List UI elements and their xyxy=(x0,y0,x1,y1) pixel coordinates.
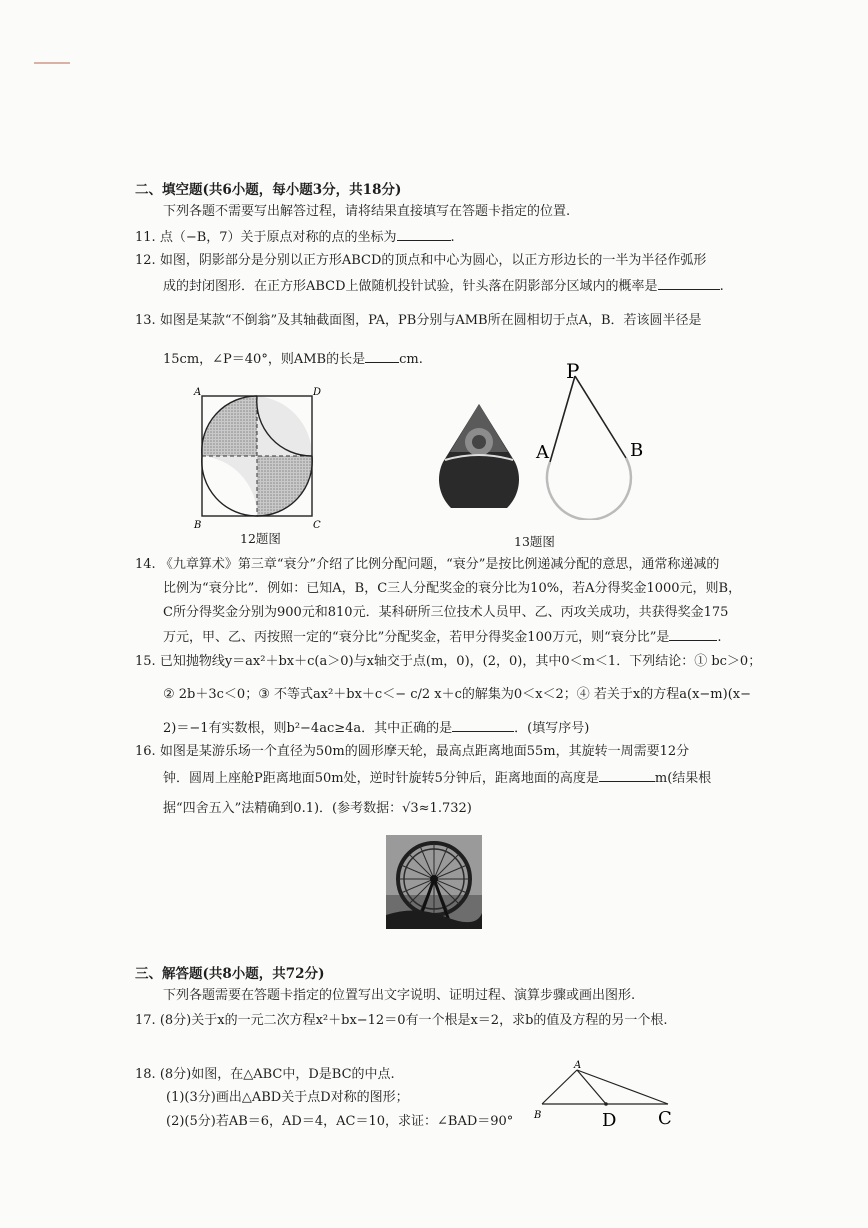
question-17: 17. (8分)关于x的一元二次方程x²＋bx−12＝0有一个根是x＝2，求b的值及方程的另一个根. xyxy=(135,1013,668,1028)
question-number: 13. xyxy=(135,313,156,328)
question-18: 18. (8分)如图，在△ABC中，D是BC的中点. xyxy=(135,1067,395,1082)
question-18-part2: (2)(5分)若AB＝6，AD＝4，AC＝10，求证：∠BAD＝90° xyxy=(166,1114,514,1129)
shaded-region xyxy=(202,456,257,516)
figure-18-triangle xyxy=(530,1058,680,1134)
vertex-label-d: D xyxy=(313,387,322,398)
question-13-line2: 15cm，∠P＝40°，则AMB的长是 cm. xyxy=(163,352,423,367)
question-number: 18. xyxy=(135,1067,156,1082)
question-text-line1: 如图，阴影部分是分别以正方形ABCD的顶点和中心为圆心，以正方形边长的一半为半径作弧形 xyxy=(159,253,707,268)
question-number: 12. xyxy=(135,253,156,268)
question-14: 14. 《九章算术》第三章“衰分”介绍了比例分配问题，“衰分”是按比例递减分配的意思，通常称递减的 xyxy=(135,557,720,572)
tangent-line-pb xyxy=(575,376,626,458)
answer-blank xyxy=(365,350,399,363)
point-label-c: C xyxy=(658,1108,672,1129)
answer-blank xyxy=(599,769,655,782)
section-3-title: 三、解答题(共8小题，共72分) xyxy=(135,966,325,982)
question-12 xyxy=(135,252,706,270)
point-label-d: D xyxy=(602,1110,617,1131)
question-15: 15. 已知抛物线y＝ax²＋bx＋c(a＞0)与x轴交于点(m，0)，(2，0)，其中0＜m＜1．下列结论：① bc＞0； xyxy=(135,654,762,669)
question-number: 15. xyxy=(135,654,156,669)
question-14-line4: 万元，甲、乙、丙按照一定的“衰分比”分配奖金，若甲分得奖金100万元，则“衰分比”是 . xyxy=(163,630,722,645)
answer-blank xyxy=(452,719,514,732)
question-15-line2: ② 2b＋3c＜0；③ 不等式ax²＋bx＋c＜− c/2 x＋c的解集为0＜x＜2；④ 若关于x的方程a(x−m)(x− xyxy=(163,687,751,702)
arc-amb xyxy=(547,458,631,520)
figure-12-caption: 12题图 xyxy=(240,531,281,546)
question-16-line3: 据“四舍五入”法精确到0.1)．(参考数据：√3≈1.732) xyxy=(163,801,472,816)
answer-blank xyxy=(669,628,717,641)
segment-ab xyxy=(542,1070,577,1104)
point-label-b: B xyxy=(630,440,644,461)
question-11: 11. 点（−B，7）关于原点对称的点的坐标为 . xyxy=(135,230,455,245)
shaded-region xyxy=(202,396,257,456)
vertex-label-b: B xyxy=(194,520,202,531)
question-text: 点（−B，7）关于原点对称的点的坐标为 xyxy=(159,230,397,245)
figure-13-diagram xyxy=(530,360,660,520)
figure-13-caption: 13题图 xyxy=(514,534,555,549)
shaded-region xyxy=(257,456,312,516)
section-2-title: 二、填空题(共6小题，每小题3分，共18分) xyxy=(135,182,402,198)
segment-ac xyxy=(577,1070,668,1104)
question-15-line3: 2)＝−1有实数根，则b²−4ac≥4a．其中正确的是 ．(填写序号) xyxy=(163,721,590,736)
answer-blank xyxy=(397,228,451,241)
question-text-line1: 如图是某款“不倒翁”及其轴截面图，PA，PB分别与AMB所在圆相切于点A，B．若该圆半径是 xyxy=(159,313,702,328)
figure-12 xyxy=(192,386,332,540)
tangent-line-pa xyxy=(550,376,575,462)
question-number: 17. xyxy=(135,1013,156,1028)
point-label-p: P xyxy=(566,360,580,383)
question-number: 16. xyxy=(135,744,156,759)
point-label-a: A xyxy=(536,442,549,463)
scan-mark xyxy=(34,62,70,64)
answer-blank xyxy=(658,277,720,290)
vertex-label-a: A xyxy=(194,387,202,398)
question-13 xyxy=(135,312,702,330)
vertex-label-c: C xyxy=(313,520,321,531)
ferris-wheel-photo xyxy=(386,835,482,929)
point-label-b: B xyxy=(534,1110,542,1121)
question-number: 14. xyxy=(135,557,156,572)
question-18-part1: (1)(3分)画出△ABD关于点D对称的图形； xyxy=(166,1090,409,1105)
question-12-line2: 成的封闭图形．在正方形ABCD上做随机投针试验，针头落在阴影部分区域内的概率是 . xyxy=(163,279,724,294)
question-16-line2: 钟．圆周上座舱P距离地面50m处，逆时针旋转5分钟后，距离地面的高度是 m(结果根 xyxy=(163,771,712,786)
point-label-a: A xyxy=(574,1060,582,1071)
section-3-instruction: 下列各题需要在答题卡指定的位置写出文字说明、证明过程、演算步骤或画出图形. xyxy=(163,988,636,1003)
section-2-instruction: 下列各题不需要写出解答过程，请将结果直接填写在答题卡指定的位置. xyxy=(163,204,571,219)
question-14-line3: C所分得奖金分别为900元和810元．某科研所三位技术人员甲、乙、丙攻关成功，共获得奖金175 xyxy=(163,605,729,620)
question-16: 16. 如图是某游乐场一个直径为50m的圆形摩天轮，最高点距离地面55m，其旋转一周需要12分 xyxy=(135,744,690,759)
shaded-region xyxy=(257,396,312,456)
question-14-line2: 比例为“衰分比”．例如：已知A，B，C三人分配奖金的衰分比为10%，若A分得奖金1000元，则B， xyxy=(163,581,742,596)
question-number: 11. xyxy=(135,230,156,245)
figure-13-tumbler-photo xyxy=(433,400,525,508)
